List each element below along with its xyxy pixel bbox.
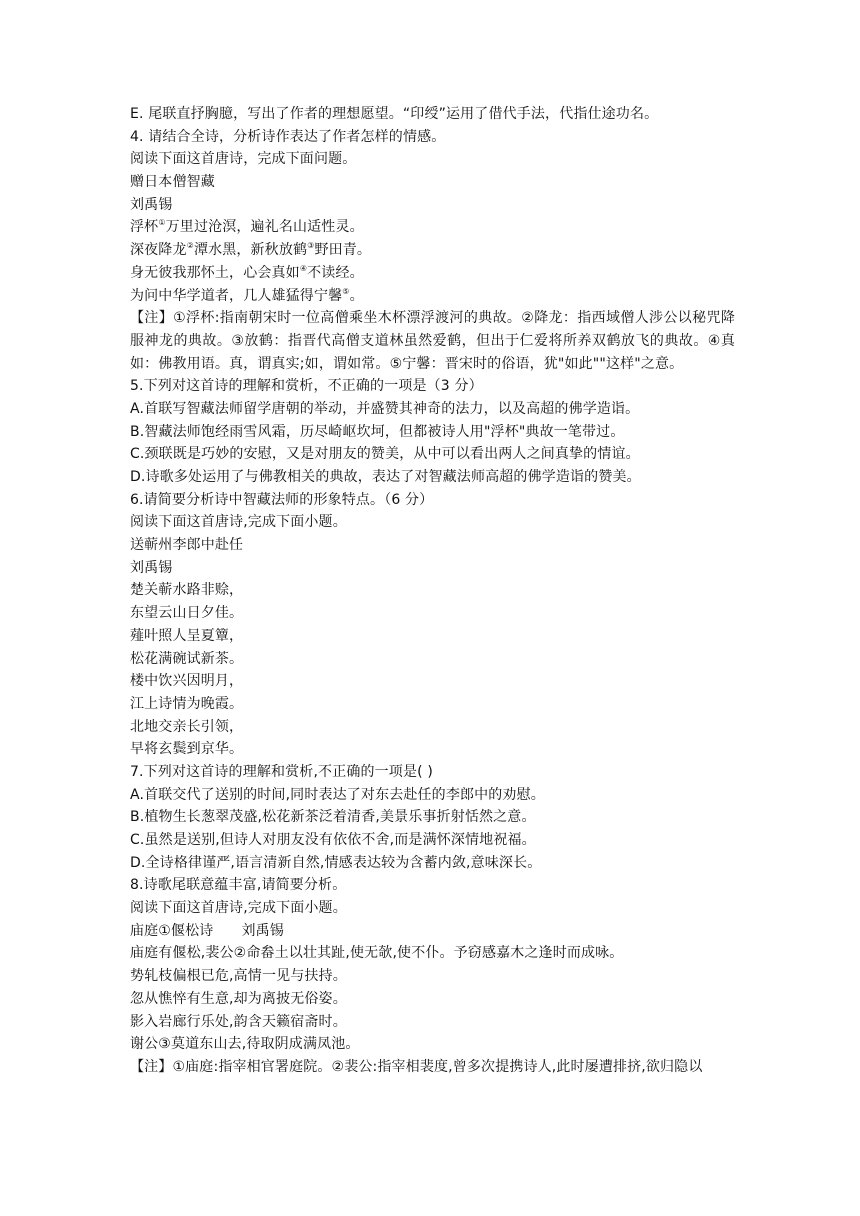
poem-line: 谢公③莫道东山去,待取阴成满凤池。 xyxy=(130,1036,360,1053)
poem-line: 江上诗情为晚霞。 xyxy=(130,695,244,712)
option-c: C.颈联既是巧妙的安慰，又是对朋友的赞美，从中可以看出两人之间真挚的情谊。 xyxy=(130,446,640,463)
option-a: A.首联写智藏法师留学唐朝的举动，并盛赞其神奇的法力，以及高超的佛学造诣。 xyxy=(130,400,640,417)
poem-line: 忽从憔悴有生意,却为离披无俗姿。 xyxy=(130,990,347,1007)
poem-line: 早将玄鬓到京华。 xyxy=(130,741,244,758)
poem-line: 影入岩廊行乐处,韵含天籁宿斋时。 xyxy=(130,1013,347,1030)
poem-title: 送蕲州李郎中赴任 xyxy=(130,537,244,554)
option-c: C.虽然是送别,但诗人对朋友没有依依不舍,而是满怀深情地祝福。 xyxy=(130,832,536,849)
poem-line: 身无彼我那怀土，心会真如④不读经。 xyxy=(130,263,364,281)
option-b: B.智藏法师饱经雨雪风霜，历尽崎岖坎坷，但都被诗人用"浮杯"典故一笔带过。 xyxy=(130,423,625,440)
poem-line: 薤叶照人呈夏簟， xyxy=(130,627,244,644)
poem-author: 刘禹锡 xyxy=(130,196,173,213)
option-d: D.诗歌多处运用了与佛教相关的典故，表达了对智藏法师高超的佛学造诣的赞美。 xyxy=(130,469,641,486)
instruction-line: 阅读下面这首唐诗,完成下面小题。 xyxy=(130,900,347,917)
poem-line: 浮杯①万里过沧溟，遍礼名山适性灵。 xyxy=(130,218,364,236)
poem-line: 东望云山日夕佳。 xyxy=(130,605,244,622)
poem-line: 北地交亲长引领， xyxy=(130,718,244,735)
poem-line: 松花满碗试新茶。 xyxy=(130,650,244,667)
document-page xyxy=(130,103,735,1079)
poem-line: 楼中饮兴因明月， xyxy=(130,673,244,690)
poem-line: 楚关蕲水路非赊， xyxy=(130,582,244,599)
question-5: 5.下列对这首诗的理解和赏析，不正确的一项是（3 分） xyxy=(130,378,483,395)
poem-line: 为问中华学道者，几人雄猛得宁馨⑤。 xyxy=(130,286,364,304)
poem-preface: 庙庭有偃松,裴公②命畚土以壮其趾,使无欹,使不仆。予窃感嘉木之逢时而成咏。 xyxy=(130,945,624,962)
option-a: A.首联交代了送别的时间,同时表达了对东去赴任的李郎中的劝慰。 xyxy=(130,786,545,803)
poem-title: 赠日本僧智藏 xyxy=(130,174,215,191)
poem-line: 深夜降龙②潭水黑，新秋放鹤③野田青。 xyxy=(130,241,372,259)
poem-title: 庙庭①偃松诗 xyxy=(130,922,214,939)
poem-author: 刘禹锡 xyxy=(241,922,284,939)
question-6: 6.请简要分析诗中智藏法师的形象特点。（6 分） xyxy=(130,491,434,508)
poem-line: 势轧枝偏根已危,高情一见与扶持。 xyxy=(130,968,347,985)
poem-notes: 【注】①浮杯:指南朝宋时一位高僧乘坐木杯漂浮渡河的典故。②降龙：指西域僧人涉公以秘咒降服神龙的典故。③放鹤：指晋代高僧支道林虽然爱鹤，但出于仁爱将所养双鹤放飞的典故。④真如：佛教用语。真，谓真实;如，谓如常。⑤宁馨：晋宋时的俗语，犹"如此""这样"之意。 xyxy=(130,310,735,372)
text-line: E. 尾联直抒胸臆，写出了作者的理想愿望。“印绶”运用了借代手法，代指仕途功名。 xyxy=(130,106,659,122)
instruction-line: 阅读下面这首唐诗，完成下面问题。 xyxy=(130,151,357,168)
poem-title-line xyxy=(130,920,735,943)
question-7: 7.下列对这首诗的理解和赏析,不正确的一项是( ) xyxy=(130,763,433,780)
question-8: 8.诗歌尾联意蕴丰富,请简要分析。 xyxy=(130,877,347,894)
poem-notes: 【注】①庙庭:指宰相官署庭院。②裴公:指宰相裴度,曾多次提携诗人,此时屡遭排挤,欲归隐以 xyxy=(130,1058,703,1075)
question-4: 4. 请结合全诗，分析诗作表达了作者怎样的情感。 xyxy=(130,128,446,145)
poem-author: 刘禹锡 xyxy=(130,559,173,576)
option-b: B.植物生长葱翠茂盛,松花新茶泛着清香,美景乐事折射恬然之意。 xyxy=(130,809,536,826)
option-d: D.全诗格律谨严,语言清新自然,情感表达较为含蓄内敛,意味深长。 xyxy=(130,854,542,871)
instruction-line: 阅读下面这首唐诗,完成下面小题。 xyxy=(130,514,347,531)
